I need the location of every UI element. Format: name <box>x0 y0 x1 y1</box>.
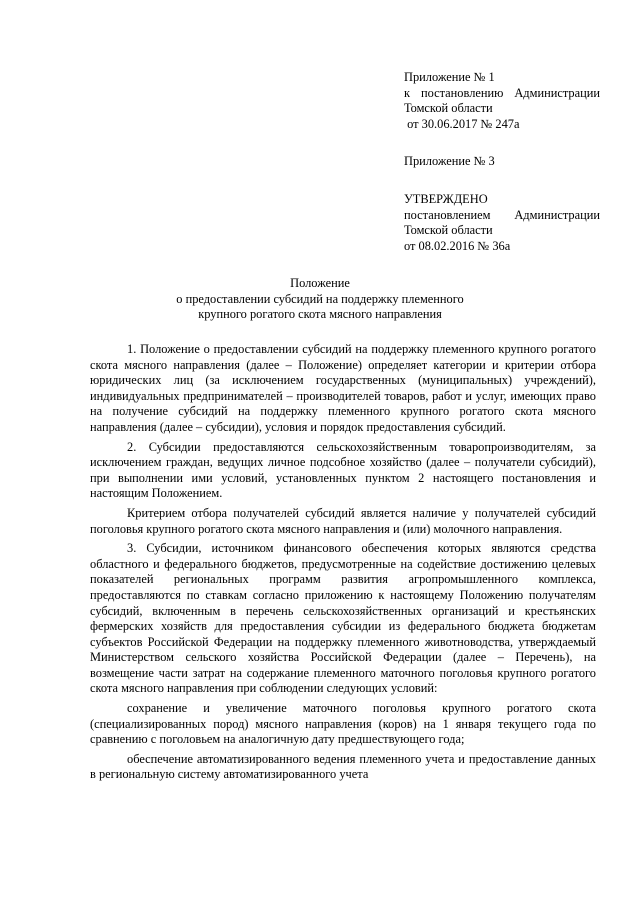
paragraph: 3. Субсидии, источником финансового обеспечения которых являются средства областного и федерального бюджетов, предусмотренные на содействие достижению целевых показателей региональных программ развития агропромышленного комплекса, предоставляются по ставкам согласно приложению к настоящему Положению получателям субсидий, включенным в перечень сельскохозяйственных организаций и крестьянских фермерских хозяйств для предоставления субсидии из федерального бюджета бюджетам субъектов Российской Федерации на поддержку племенного животноводства, утверждаемый Министерством сельского хозяйства Российской Федерации (далее – Перечень), на возмещение части затрат на содержание племенного маточного поголовья крупного рогатого скота мясного направления при соблюдении следующих условий: <box>90 541 596 696</box>
paragraph: обеспечение автоматизированного ведения племенного учета и предоставление данных в региональную систему автоматизированного учета <box>90 751 596 782</box>
document-title <box>0 276 640 323</box>
paragraph: 2. Субсидии предоставляются сельскохозяйственным товаропроизводителям, за исключением граждан, ведущих личное подсобное хозяйство (далее – получатели субсидий), при выполнении ими условий, установленных пунктом 2 настоящего постановления и настоящим Положением. <box>90 439 596 501</box>
appendix-3-title: Приложение № 3 <box>404 154 495 169</box>
title-line-2: о предоставлении субсидий на поддержку племенного <box>176 291 464 306</box>
appendix-1-title: Приложение № 1 <box>404 70 495 84</box>
appendix-1-reference: к постановлению Администрации <box>404 85 600 100</box>
title-line-3: крупного рогатого скота мясного направления <box>198 307 442 322</box>
approved-label: УТВЕРЖДЕНО <box>404 191 488 206</box>
title-line-1: Положение <box>290 276 350 290</box>
paragraph: сохранение и увеличение маточного поголовья крупного рогатого скота (специализированных пород) мясного направления (коров) на 1 января текущего года по сравнению с поголовьем на аналогичную дату предшествующего года; <box>90 701 596 747</box>
paragraph: 1. Положение о предоставлении субсидий на поддержку племенного крупного рогатого скота мясного направления (далее – Положение) определяет категории и критерии отбора юридических лиц (за исключением государственных (муниципальных) учреждений), индивидуальных предпринимателей – производителей товаров, работ и услуг, имеющих право на получение субсидий на поддержку племенного крупного рогатого скота мясного направления (далее – субсидии), условия и порядок предоставления субсидий. <box>90 342 596 434</box>
appendix-header <box>404 70 600 254</box>
approved-date: от 08.02.2016 № 36а <box>404 238 511 253</box>
paragraph: Критерием отбора получателей субсидий является наличие у получателей субсидий поголовья крупного рогатого скота мясного направления и (или) молочного направления. <box>90 505 596 536</box>
approved-region: Томской области <box>404 223 493 238</box>
appendix-1-date: от 30.06.2017 № 247а <box>404 116 520 131</box>
document-body <box>90 342 596 785</box>
appendix-1-region: Томской области <box>404 101 493 116</box>
approved-reference: постановлением Администрации <box>404 207 600 222</box>
